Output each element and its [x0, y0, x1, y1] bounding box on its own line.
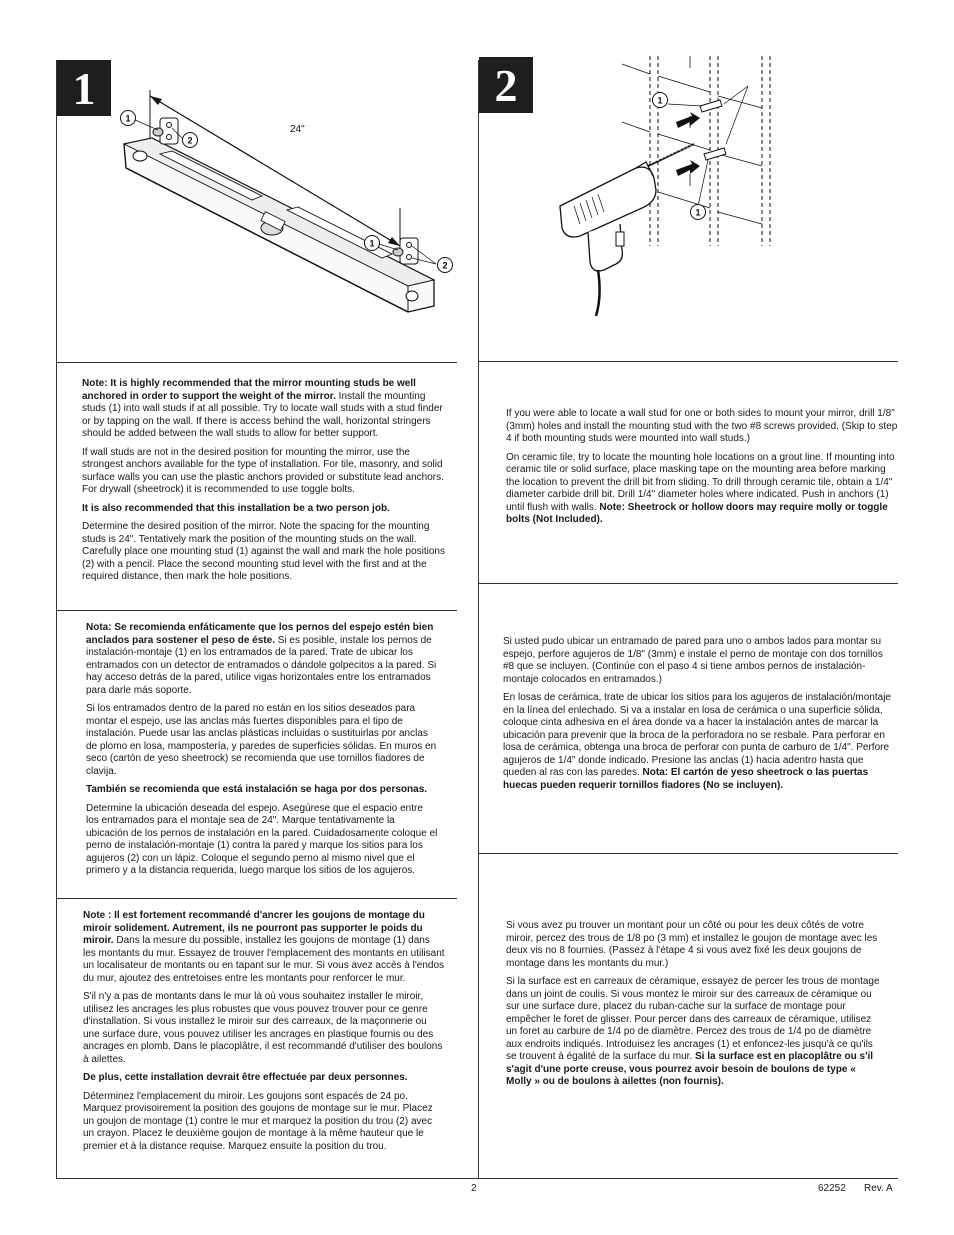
step-1-french [83, 910, 445, 1159]
step-1-badge: 1 [57, 60, 111, 116]
fr-note-bold: Note : Il est fortement recommandé d'ancrer les goujons de montage du miroir solidement. Autrement, ils ne pourront pas supporter le poids du miroir. [83, 910, 425, 946]
fr-note-rest: Dans la mesure du possible, installez les goujons de montage (1) dans les montants du mur. Essayez de trouver l'emplacement des montants en utilisant un localisateur de montants ou en tapant sur le mur. Si vous avez accès à l'endos du mur, ajoutez des entretoises entre les montants pour renforcer le mur. [83, 935, 445, 984]
es-stud-paragraph: Si usted pudo ubicar un entramado de pared para uno o ambos lados para montar su espejo, perfore agujeros de 1/8" (3mm) e instale el perno de montaje con dos tornillos #8 que se incluyen. (Continúe con el paso 4 si tiene ambos pernos de instalación-montaje colocados en entramados.) [503, 636, 883, 685]
step-2-french [506, 920, 884, 1095]
right-rule-3 [479, 853, 898, 854]
callout-2a: 2 [187, 135, 193, 146]
right-rule-1 [479, 361, 898, 362]
left-rule-1 [56, 362, 457, 363]
step-2-illustration [540, 56, 800, 316]
fr-anchors-paragraph: S'il n'y a pas de montants dans le mur là où vous souhaitez installer le miroir, utilisez les ancrages les plus robustes que vous pouvez trouver pour ce genre d'installation. Si vous installez le miroir sur des carreaux, de la maçonnerie ou une surface dure, vous pouvez utiliser les ancrages en plastique fournis ou des ancrages en plomb. Dans le placoplâtre, il est recommandé d'utiliser des boulons à ailettes. [83, 991, 443, 1065]
step-1-illustration [112, 88, 462, 353]
revision-label: Rev. A [864, 1183, 893, 1194]
es-two-person: También se recomienda que está instalación se haga por dos personas. [86, 784, 428, 795]
page-number: 2 [471, 1183, 477, 1194]
es-note-bold: Nota: Se recomienda enfáticamente que los pernos del espejo estén bien anclados para sostener el peso de éste. [86, 622, 434, 646]
column-divider [478, 60, 479, 1178]
callout-1b: 1 [369, 238, 375, 249]
es-tile-paragraph: En losas de cerámica, trate de ubicar los sitios para los agujeros de instalación/montaje en la línea del enlechado. Si va a instalar en losa de cerámica o una superficie sólida, coloque cinta adhesiva en el área donde va a hacer la instalación antes de marcar la ubicación para prevenir que la broca de la perforadora no se resbale. Para perforar en losa de cerámica, obtenga una broca de perforar con punta de carburo de 1/4". Perfore agujeros de 1/4" donde indicado. Presione las anclas (1) hacia adentro hasta que queden al ras con las paredes. [503, 692, 891, 778]
es-note-rest: Si es posible, instale los pernos de instalación-montaje (1) en los entramados de la pared. Trate de ubicar los entramados con un detector de entramados o dándole golpecitos a la pared. Si hay acceso detrás de la pared, utilice vigas horizontales entre los entramados para darle más soporte. [86, 634, 437, 696]
step-2-badge: 2 [479, 57, 533, 113]
es-anchors-paragraph: Si los entramados dentro de la pared no están en los sitios deseados para montar el espejo, use las anclas más fuertes disponibles para el tipo de instalación. Puede usar las anclas plásticas incluidas o sustituirlas por anclas de plomo en losa, mampostería, y paredes de superficies sólidas. En muros en seco (cartón de yeso sheetrock) se recomienda que use tornillos fiadores de clavija. [86, 703, 437, 777]
callout-anchor-top: 1 [657, 95, 663, 106]
bottom-rule [56, 1178, 898, 1179]
fr-position-paragraph: Déterminez l'emplacement du miroir. Les goujons sont espacés de 24 po. Marquez provisoirement la position des goujons de montage sur le mur. Placez un goujon de montage (1) contre le mur et marquez la position du trou (2) avec un crayon. Placez le deuxième goujon de montage à la même hauteur que le premier et à la distance requise. Marquez ensuite la position du trou. [83, 1090, 433, 1152]
dimension-label: 24" [290, 124, 305, 135]
step-1-spanish [86, 622, 438, 884]
right-rule-2 [479, 583, 898, 584]
left-column-border [56, 60, 57, 1178]
fr-sheetrock-note: Si la surface est en placoplâtre ou s'il s'agit d'une porte creuse, vous pourrez avoir besoin de boulons de type « Molly » ou de boulons à ailettes (non fournis). [506, 1051, 873, 1087]
en-stud-paragraph: If you were able to locate a wall stud for one or both sides to mount your mirror, drill 1/8" (3mm) holes and install the mounting stud with the two #8 screws provided. (Skip to step 4 if both mounting studs were mounted into wall studs.) [506, 408, 898, 444]
document-number: 62252 [818, 1183, 846, 1194]
step-1-english [82, 378, 447, 590]
callout-1a: 1 [125, 113, 131, 124]
en-note-rest: Install the mounting studs (1) into wall studs if at all possible. Try to locate wall studs with a stud finder or by tapping on the wall. If there is access behind the wall, horizontal stringers should be added between the wall studs to allow for better support. [82, 390, 443, 439]
en-note-bold: Note: It is highly recommended that the mirror mounting studs be well anchored in order to support the weight of the mirror. [82, 378, 416, 402]
en-anchors-paragraph: If wall studs are not in the desired position for mounting the mirror, use the strongest anchors available for the type of installation. For tile, masonry, and solid surface walls you can use the plastic anchors provided or substitute lead anchors. For drywall (sheetrock) it is recommended to use toggle bolts. [82, 446, 444, 495]
step-2-english [506, 408, 898, 533]
es-sheetrock-note: Nota: El cartón de yeso sheetrock o las puertas huecas pueden requerir tornillos fiadores (No se incluyen). [503, 767, 869, 791]
left-rule-3 [56, 898, 457, 899]
en-tile-paragraph: On ceramic tile, try to locate the mounting hole locations on a grout line. If mounting into ceramic tile or solid surface, place masking tape on the mounting area before marking the location to prevent the drill bit from sliding. To drill through ceramic tile, obtain a 1/4" diameter carbide drill bit. Drill 1/4" diameter holes where indicated. Push in anchors (1) until flush with walls. [506, 451, 895, 513]
fr-two-person: De plus, cette installation devrait être effectuée par deux personnes. [83, 1072, 408, 1083]
fr-stud-paragraph: Si vous avez pu trouver un montant pour un côté ou pour les deux côtés de votre miroir, percez des trous de 1/8 po (3 mm) et installez le goujon de montage avec les deux vis no 8 fournies. (Passez à l'étape 4 si vous avez fixé les deux goujons de montage dans les montants du mur.) [506, 920, 878, 969]
left-rule-2 [56, 610, 457, 611]
callout-2b: 2 [442, 260, 448, 271]
es-position-paragraph: Determine la ubicación deseada del espejo. Asegúrese que el espacio entre los entramados para el montaje sea de 24". Marque tentativamente la ubicación de los pernos de instalación en la pared. Cuidadosamente coloque el perno de instalación-montaje (1) contra la pared y marque los sitios para los agujeros (2) con un lápiz. Coloque el segundo perno al mismo nivel que el primero y a la distancia requerida, luego marque los sitios de los agujeros. [86, 802, 438, 876]
en-position-paragraph: Determine the desired position of the mirror. Note the spacing for the mounting studs is 24". Tentatively mark the position of the mounting studs on the wall. Carefully place one mounting stud (1) against the wall and mark the hole positions (2) with a pencil. Place the second mounting stud level with the first and at the required distance, then mark the hole positions. [82, 521, 445, 582]
en-sheetrock-note: Note: Sheetrock or hollow doors may require molly or toggle bolts (Not Included). [506, 501, 888, 525]
fr-tile-paragraph: Si la surface est en carreaux de céramique, essayez de percer les trous de montage dans un joint de coulis. Si vous montez le miroir sur des carreaux de céramique ou sur une surface dure, placez du ruban-cache sur la surface de montage pour empêcher le foret de glisser. Pour percer dans des carreaux de céramique, utilisez un foret au carbure de 1/4 po de diamètre. Percez des trous de 1/4 po de diamètre aux endroits indiqués. Introduisez les ancrages (1) et enfoncez-les jusqu'à ce qu'ils se trouvent à égalité de la surface du mur. [506, 976, 880, 1062]
step-2-spanish [503, 636, 893, 798]
callout-anchor-bottom: 1 [695, 207, 701, 218]
en-two-person: It is also recommended that this installation be a two person job. [82, 502, 390, 514]
